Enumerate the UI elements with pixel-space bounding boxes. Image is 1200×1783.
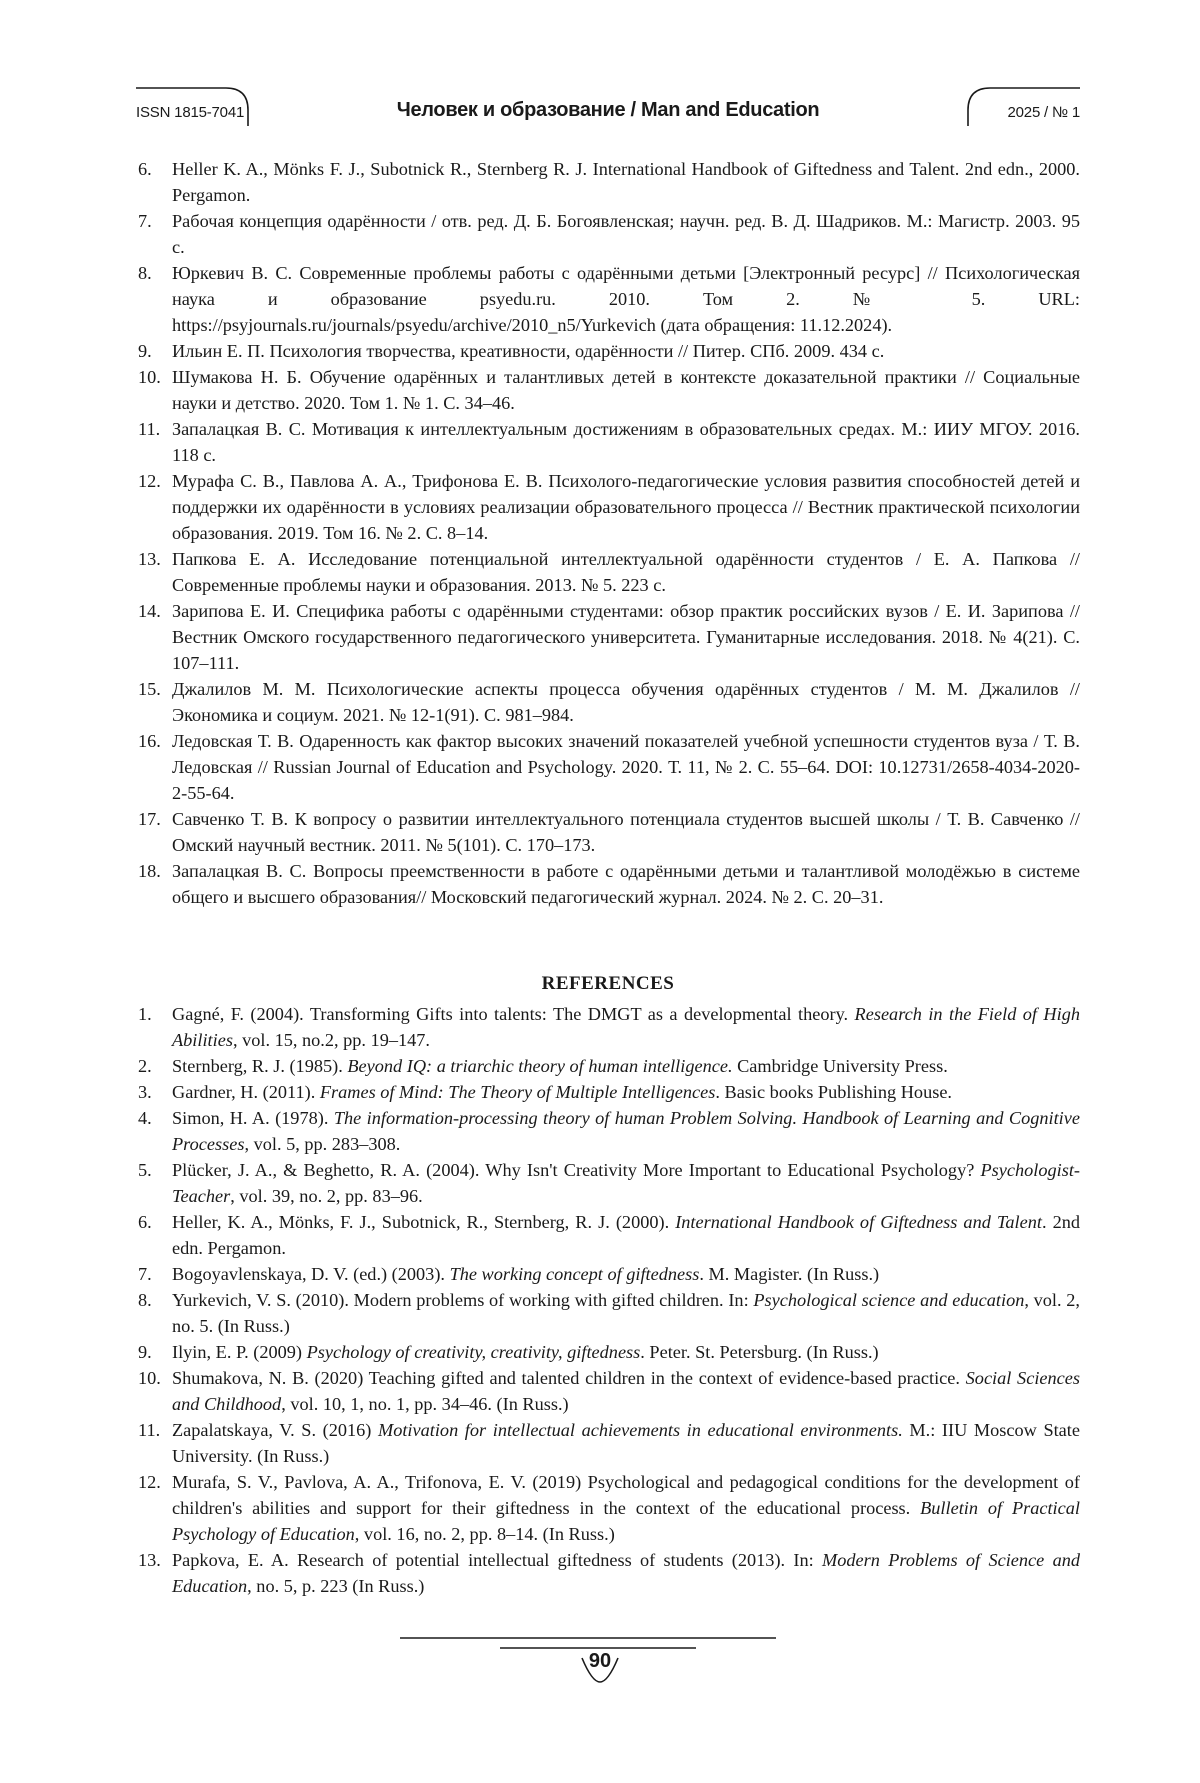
- reference-source-title: Frames of Mind: The Theory of Multiple Intelligences: [320, 1082, 716, 1102]
- reference-number: 16.: [138, 728, 161, 754]
- reference-item: [138, 1053, 1080, 1079]
- reference-item: [138, 1339, 1080, 1365]
- reference-text: Heller, K. A., Mönks, F. J., Subotnick, R., Sternberg, R. J. (2000).: [172, 1212, 675, 1232]
- reference-text: Ильин Е. П. Психология творчества, креативности, одарённости // Питер. СПб. 2009. 434 с.: [172, 341, 884, 361]
- reference-details: , vol. 16, no. 2, pp. 8–14. (In Russ.): [355, 1524, 615, 1544]
- reference-text: Plücker, J. A., & Beghetto, R. A. (2004). Why Isn't Creativity More Important to Educational Psychology?: [172, 1160, 980, 1180]
- reference-source-title: Research in the Field of High Abilities: [172, 1004, 1080, 1050]
- reference-item: [138, 546, 1080, 598]
- reference-source-title: The working concept of giftedness: [450, 1264, 700, 1284]
- reference-text: Зарипова Е. И. Специфика работы с одарёнными студентами: обзор практик российских вузов / Е. И. Зарипова // Вестник Омского государственного педагогического университета. Гуманитарные исследования. 2018. № 4(21). С. 107–111.: [172, 601, 1080, 673]
- reference-item: [138, 1365, 1080, 1417]
- reference-number: 7.: [138, 1261, 152, 1287]
- reference-number: 10.: [138, 1365, 161, 1391]
- reference-number: 2.: [138, 1053, 152, 1079]
- reference-item: [138, 1547, 1080, 1599]
- reference-details: , vol. 2, no. 5. (In Russ.): [172, 1290, 1080, 1336]
- reference-number: 14.: [138, 598, 161, 624]
- reference-item: [138, 416, 1080, 468]
- reference-number: 6.: [138, 1209, 152, 1235]
- references-heading: REFERENCES: [136, 973, 1080, 995]
- reference-source-title: Beyond IQ: a triarchic theory of human intelligence.: [347, 1056, 732, 1076]
- reference-item: [138, 858, 1080, 910]
- reference-details: , vol. 39, no. 2, pp. 83–96.: [230, 1186, 422, 1206]
- reference-item: [138, 156, 1080, 208]
- reference-item: [138, 598, 1080, 676]
- reference-item: [138, 208, 1080, 260]
- reference-text: Zapalatskaya, V. S. (2016): [172, 1420, 378, 1440]
- reference-item: [138, 1209, 1080, 1261]
- reference-text: Yurkevich, V. S. (2010). Modern problems of working with gifted children. In:: [172, 1290, 753, 1310]
- reference-number: 18.: [138, 858, 161, 884]
- reference-details: , vol. 10, 1, no. 1, pp. 34–46. (In Russ.): [281, 1394, 568, 1414]
- reference-source-title: Modern Problems of Science and Education: [172, 1550, 1080, 1596]
- reference-item: [138, 806, 1080, 858]
- reference-text: Papkova, E. A. Research of potential intellectual giftedness of students (2013). In:: [172, 1550, 822, 1570]
- reference-number: 15.: [138, 676, 161, 702]
- reference-number: 11.: [138, 1417, 160, 1443]
- english-reference-list: [138, 1001, 1080, 1599]
- reference-number: 9.: [138, 338, 152, 364]
- reference-item: [138, 728, 1080, 806]
- reference-source-title: Psychologist-Teacher: [172, 1160, 1080, 1206]
- reference-text: Heller K. A., Mönks F. J., Subotnick R., Sternberg R. J. International Handbook of Giftedness and Talent. 2nd edn., 2000. Pergamon.: [172, 159, 1080, 205]
- reference-text: Папкова Е. А. Исследование потенциальной интеллектуальной одарённости студентов / Е. А. Папкова // Современные проблемы науки и образования. 2013. № 5. 223 с.: [172, 549, 1080, 595]
- reference-text: Запалацкая В. С. Вопросы преемственности в работе с одарёнными детьми и талантливой молодёжью в системе общего и высшего образования// Московский педагогический журнал. 2024. № 2. С. 20–31.: [172, 861, 1080, 907]
- issn-label: ISSN 1815-7041: [136, 104, 244, 121]
- reference-text: Рабочая концепция одарённости / отв. ред. Д. Б. Богоявленская; научн. ред. В. Д. Шадриков. М.: Магистр. 2003. 95 с.: [172, 211, 1080, 257]
- issue-label: 2025 / № 1: [1008, 104, 1080, 121]
- reference-source-title: The information-processing theory of human Problem Solving. Handbook of Learning and Cognitive Processes: [172, 1108, 1080, 1154]
- page-footer: [400, 1620, 800, 1690]
- reference-text: Джалилов М. М. Психологические аспекты процесса обучения одарённых студентов / М. М. Джалилов // Экономика и социум. 2021. № 12-1(91). С. 981–984.: [172, 679, 1080, 725]
- reference-text: Simon, H. A. (1978).: [172, 1108, 334, 1128]
- reference-number: 10.: [138, 364, 161, 390]
- reference-source-title: Psychological science and education: [753, 1290, 1024, 1310]
- reference-item: [138, 1469, 1080, 1547]
- reference-details: M.: IIU Moscow State University. (In Russ.): [172, 1420, 1080, 1466]
- reference-item: [138, 1079, 1080, 1105]
- reference-number: 3.: [138, 1079, 152, 1105]
- journal-title: Человек и образование / Man and Education: [136, 99, 1080, 122]
- journal-page: [0, 0, 1200, 1783]
- reference-text: Murafa, S. V., Pavlova, A. A., Trifonova, E. V. (2019) Psychological and pedagogical conditions for the development of children's abilities and support for their giftedness in the context of the educational process.: [172, 1472, 1080, 1518]
- reference-text: Ilyin, E. P. (2009): [172, 1342, 307, 1362]
- reference-number: 17.: [138, 806, 161, 832]
- reference-item: [138, 1261, 1080, 1287]
- reference-text: Shumakova, N. B. (2020) Teaching gifted and talented children in the context of evidence-based practice.: [172, 1368, 966, 1388]
- reference-number: 6.: [138, 156, 152, 182]
- reference-source-title: Social Sciences and Childhood: [172, 1368, 1080, 1414]
- reference-number: 4.: [138, 1105, 152, 1131]
- reference-details: Cambridge University Press.: [733, 1056, 948, 1076]
- reference-item: [138, 1157, 1080, 1209]
- reference-number: 7.: [138, 208, 152, 234]
- reference-number: 13.: [138, 546, 161, 572]
- russian-reference-list: [138, 156, 1080, 910]
- reference-item: [138, 1001, 1080, 1053]
- reference-number: 13.: [138, 1547, 161, 1573]
- reference-text: Запалацкая В. С. Мотивация к интеллектуальным достижениям в образовательных средах. М.: ИИУ МГОУ. 2016. 118 с.: [172, 419, 1080, 465]
- reference-number: 11.: [138, 416, 160, 442]
- reference-source-title: Bulletin of Practical Psychology of Education: [172, 1498, 1080, 1544]
- reference-number: 12.: [138, 1469, 161, 1495]
- reference-number: 12.: [138, 468, 161, 494]
- reference-item: [138, 1287, 1080, 1339]
- reference-number: 9.: [138, 1339, 152, 1365]
- reference-text: Юркевич В. С. Современные проблемы работы с одарёнными детьми [Электронный ресурс] // Психологическая наука и образование psyedu.ru. 2010. Том 2. № 5. URL: https://psyjournals.ru/journals/psyedu/archive/2010_n5/Yurkevich (дата обращения: 11.12.2024).: [172, 263, 1080, 335]
- reference-item: [138, 676, 1080, 728]
- page-number: 90: [400, 1650, 800, 1673]
- reference-text: Ледовская Т. В. Одаренность как фактор высоких значений показателей учебной успешности студентов вуза / Т. В. Ледовская // Russian Journal of Education and Psychology. 2020. Т. 11, № 2. С. 55–64. DOI: 10.12731/2658-4034-2020-2-55-64.: [172, 731, 1080, 803]
- reference-source-title: Psychology of creativity, creativity, giftedness: [307, 1342, 641, 1362]
- reference-source-title: International Handbook of Giftedness and Talent: [675, 1212, 1042, 1232]
- reference-number: 1.: [138, 1001, 152, 1027]
- reference-details: . M. Magister. (In Russ.): [699, 1264, 879, 1284]
- reference-text: Мурафа С. В., Павлова А. А., Трифонова Е. В. Психолого-педагогические условия развития способностей детей и поддержки их одарённости в условиях реализации образовательного процесса // Вестник практической психологии образования. 2019. Том 16. № 2. С. 8–14.: [172, 471, 1080, 543]
- reference-details: . 2nd edn. Pergamon.: [172, 1212, 1080, 1258]
- reference-details: , no. 5, p. 223 (In Russ.): [247, 1576, 424, 1596]
- reference-item: [138, 364, 1080, 416]
- reference-text: Gardner, H. (2011).: [172, 1082, 320, 1102]
- reference-text: Савченко Т. В. К вопросу о развитии интеллектуального потенциала студентов высшей школы / Т. В. Савченко // Омский научный вестник. 2011. № 5(101). С. 170–173.: [172, 809, 1080, 855]
- reference-text: Sternberg, R. J. (1985).: [172, 1056, 347, 1076]
- reference-source-title: Motivation for intellectual achievements in educational environments.: [378, 1420, 903, 1440]
- reference-number: 8.: [138, 1287, 152, 1313]
- reference-text: Bogoyavlenskaya, D. V. (ed.) (2003).: [172, 1264, 450, 1284]
- reference-details: , vol. 5, pp. 283–308.: [244, 1134, 400, 1154]
- reference-item: [138, 338, 1080, 364]
- reference-text: Шумакова Н. Б. Обучение одарённых и талантливых детей в контексте доказательной практики // Социальные науки и детство. 2020. Том 1. № 1. С. 34–46.: [172, 367, 1080, 413]
- reference-number: 5.: [138, 1157, 152, 1183]
- reference-text: Gagné, F. (2004). Transforming Gifts into talents: The DMGT as a developmental theory.: [172, 1004, 855, 1024]
- reference-number: 8.: [138, 260, 152, 286]
- running-header: [136, 82, 1080, 132]
- reference-item: [138, 1105, 1080, 1157]
- reference-item: [138, 260, 1080, 338]
- reference-details: . Peter. St. Petersburg. (In Russ.): [640, 1342, 878, 1362]
- reference-details: , vol. 15, no.2, pp. 19–147.: [233, 1030, 430, 1050]
- reference-details: . Basic books Publishing House.: [715, 1082, 952, 1102]
- reference-item: [138, 468, 1080, 546]
- reference-item: [138, 1417, 1080, 1469]
